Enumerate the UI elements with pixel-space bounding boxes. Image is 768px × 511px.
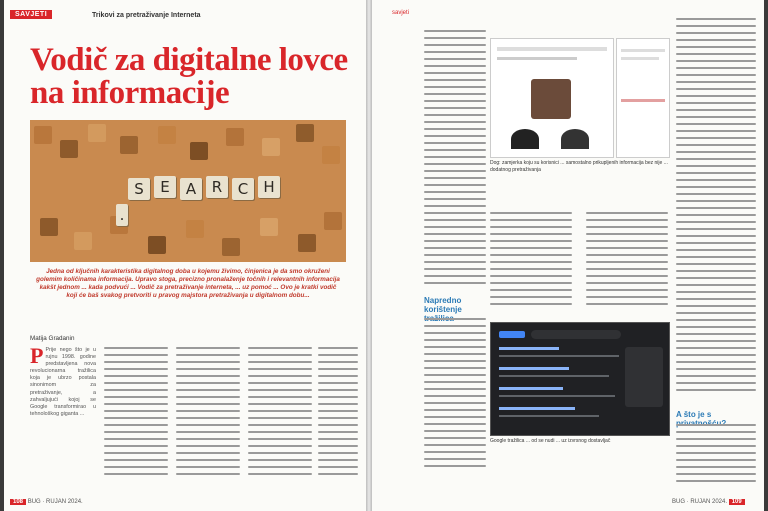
hero-photo: [30, 120, 346, 262]
right-column-3: [586, 212, 668, 310]
right-footer-text: BUG · RUJAN 2024.: [672, 499, 728, 505]
right-page: [372, 0, 764, 511]
left-page: [4, 0, 366, 511]
right-column-1-bottom: [424, 318, 486, 472]
tile-h: H: [258, 176, 280, 198]
body-column-4: [248, 347, 312, 480]
figure-2-caption: Google tražilica ... od se nudi ... uz izvrsnog dostavljač: [490, 438, 611, 444]
tile-dot: .: [116, 204, 128, 226]
body-column-5: [318, 347, 358, 480]
section-title: Trikovi za pretraživanje Interneta: [92, 12, 201, 19]
body-column-2: [104, 347, 168, 480]
tile-s: S: [128, 178, 150, 200]
subhead-napredno: Napredno korištenje: [424, 296, 462, 314]
article-title: Vodič za digitalne lovce na informacije: [30, 42, 348, 111]
right-column-2: [490, 212, 572, 310]
author-name: Matija Gradanin: [30, 335, 75, 342]
screenshot-chatbot: [490, 38, 614, 158]
figure-1-caption: Dog: zamjerka koju su korisnici ... samostalno prikupljenih informacija bez nije ... dodatnog pretraživanja: [490, 160, 668, 173]
drop-cap: P: [30, 343, 44, 368]
screenshot-google-search: [490, 322, 670, 436]
tile-a: A: [180, 178, 202, 200]
right-section-tag: savjeti: [392, 10, 410, 16]
screenshot-side: [616, 38, 670, 158]
section-tag: SAVJETI: [10, 10, 52, 19]
tile-e: E: [154, 176, 176, 198]
body-column-1: [30, 343, 96, 418]
right-page-number: 109: [729, 499, 745, 505]
article-lead: Jedna od ključnih karakteristika digitalnog doba u kojemu živimo, činjenica je da smo okruženi golemim količinama informacija. Upravo stoga, precizno pronalaženje točnih i relevantnih informacija kakšt jednom ... kada podvući ... Vodič za pretraživanje interneta, ... uz pomoć ... Ovo je kratki vodič koji će baš svakog pretvoriti u pravog majstora pretraživanja u digitalnom dobu...: [36, 268, 340, 299]
left-footer-text: BUG · RUJAN 2024.: [27, 499, 83, 505]
right-column-1-top: [424, 30, 486, 289]
body-column-3: [176, 347, 240, 480]
tile-r: R: [206, 176, 228, 198]
right-footer: [672, 499, 745, 505]
right-column-4: [676, 18, 756, 396]
right-column-4-bottom: [676, 424, 756, 487]
left-page-number: 108: [10, 499, 26, 505]
subhead-privatnost: A što je s: [676, 410, 712, 419]
body-intro: Prije nego što je u rujnu 1998. godine predstavljena nova revolucionarna tražilica koja je ubrzo postala sinonimom za pretraživanje, a zahvaljujući kojoj se Google transformirao u tehnološkog giganta ...: [30, 347, 96, 417]
tile-c: C: [232, 178, 254, 200]
left-footer: [10, 499, 83, 505]
